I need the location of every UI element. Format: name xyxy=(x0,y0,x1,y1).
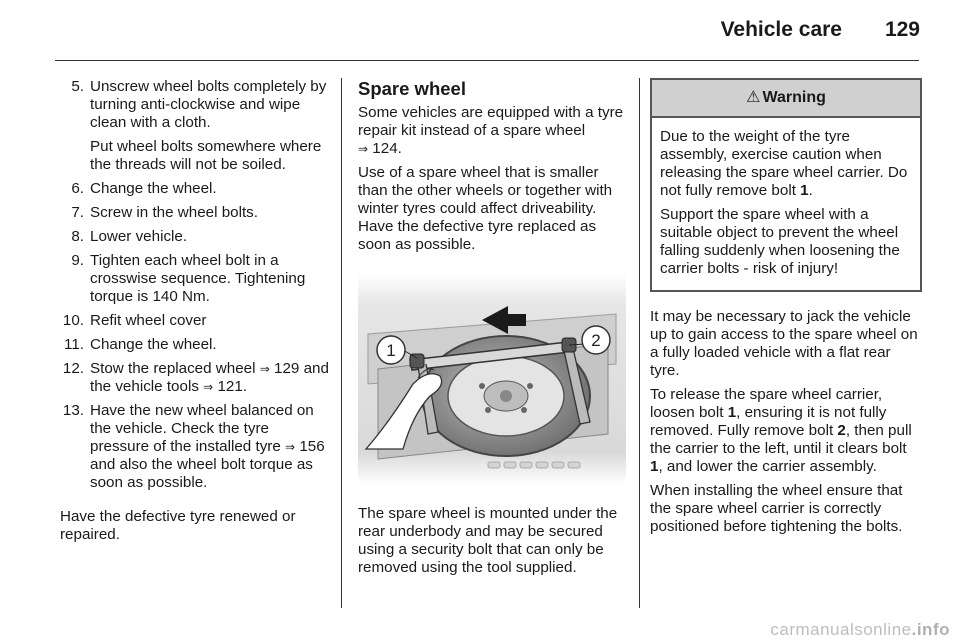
step-text-part: and the vehicle tools xyxy=(90,360,329,395)
svg-text:1: 1 xyxy=(386,341,396,360)
step-number: 13. xyxy=(62,402,84,419)
warning-text: . xyxy=(808,182,813,199)
list-item xyxy=(50,252,332,306)
warning-header xyxy=(652,80,920,118)
page-ref-link[interactable]: 129 xyxy=(274,360,300,377)
step-text-part: . xyxy=(242,378,248,395)
column-warning xyxy=(650,78,922,542)
page-ref-link[interactable]: 124 xyxy=(372,140,398,157)
step-text: Change the wheel. xyxy=(90,336,217,353)
spare-wheel-illustration xyxy=(358,274,626,484)
step-number: 9. xyxy=(71,252,84,269)
page-ref-icon: ⇒ xyxy=(285,440,296,454)
page-ref-icon: ⇒ xyxy=(358,142,369,156)
list-item xyxy=(50,402,332,492)
warning-title: Warning xyxy=(762,89,826,106)
step-text xyxy=(90,360,332,396)
step-number: 10. xyxy=(62,312,84,329)
warning-box xyxy=(650,78,922,292)
column-divider xyxy=(341,78,342,608)
warning-body xyxy=(652,118,920,290)
list-item xyxy=(50,180,332,198)
section-heading: Spare wheel xyxy=(358,78,466,99)
header-divider xyxy=(55,60,919,61)
column-divider xyxy=(639,78,640,608)
paragraph-text: Some vehicles are equipped with a tyre repair kit instead of a spare wheel xyxy=(358,104,624,139)
page-number: 129 xyxy=(884,18,920,41)
step-main-text: Unscrew wheel bolts completely by turning anti-clockwise and wipe clean with a cloth. xyxy=(90,78,327,131)
list-item xyxy=(50,336,332,354)
steps-list xyxy=(50,78,332,492)
bolt-ref: 1 xyxy=(800,182,809,199)
step-text: Tighten each wheel bolt in a crosswise sequence. Tightening torque is 140 Nm. xyxy=(90,252,306,305)
watermark-suffix: .info xyxy=(911,620,950,639)
step-number: 8. xyxy=(71,228,84,245)
list-item xyxy=(50,78,332,174)
warning-paragraph: Support the spare wheel with a suitable object to prevent the wheel falling suddenly when loosening the carrier bolts - risk of injury! xyxy=(660,206,900,277)
paragraph: It may be necessary to jack the vehicle up to gain access to the spare wheel on a fully loaded vehicle with a flat rear tyre. xyxy=(650,308,918,379)
step-text: Screw in the wheel bolts. xyxy=(90,204,258,221)
paragraph-text: , ensuring it is not fully removed. Fully remove bolt xyxy=(650,404,887,439)
svg-text:2: 2 xyxy=(591,331,601,350)
step-text-part: Have the new wheel balanced on the vehicle. Check the tyre pressure of the installed tyre xyxy=(90,402,314,455)
watermark-text: carmanualsonline xyxy=(770,620,912,639)
page-header xyxy=(0,0,960,58)
page-ref-link[interactable]: 156 xyxy=(299,438,325,455)
list-item xyxy=(50,204,332,222)
bolt-ref: 1 xyxy=(727,404,737,421)
column-steps xyxy=(50,78,332,544)
step-number: 6. xyxy=(71,180,84,197)
closing-paragraph: Have the defective tyre renewed or repaired. xyxy=(60,508,296,543)
warning-paragraph xyxy=(660,128,910,200)
paragraph-text: , and lower the carrier assembly. xyxy=(658,458,877,475)
step-number: 12. xyxy=(62,360,84,377)
page-ref-link[interactable]: 121 xyxy=(217,378,243,395)
page-ref-icon: ⇒ xyxy=(203,380,214,394)
section-title: Vehicle care xyxy=(720,18,842,41)
step-number: 11. xyxy=(64,336,84,353)
paragraph-text: , then pull the carrier to the left, until it clears bolt xyxy=(650,422,912,457)
warning-triangle-icon: ⚠ xyxy=(746,89,761,106)
bolt-ref: 1 xyxy=(650,458,659,475)
column-spare-wheel xyxy=(358,78,626,583)
list-item xyxy=(50,360,332,396)
step-sub-text: Put wheel bolts somewhere where the threads will not be soiled. xyxy=(90,138,322,173)
paragraph-text: . xyxy=(397,140,402,157)
list-item xyxy=(50,312,332,330)
step-text: Refit wheel cover xyxy=(90,312,207,329)
list-item xyxy=(50,228,332,246)
paragraph xyxy=(650,386,922,476)
page-ref-icon: ⇒ xyxy=(259,362,270,376)
paragraph: Use of a spare wheel that is smaller than the other wheels or together with winter tyres could affect driveability. Have the defective tyre replaced as soon as possible. xyxy=(358,164,613,253)
watermark xyxy=(770,620,950,640)
step-number: 5. xyxy=(71,78,84,95)
callout-2 xyxy=(582,326,610,354)
step-text xyxy=(90,78,332,174)
step-text-part: Stow the replaced wheel xyxy=(90,360,260,377)
step-number: 7. xyxy=(71,204,84,221)
warning-text: Due to the weight of the tyre assembly, exercise caution when releasing the spare wheel carrier. Do not fully remove bolt xyxy=(660,128,908,199)
step-text: Change the wheel. xyxy=(90,180,217,197)
bolt-ref: 2 xyxy=(837,422,846,439)
step-text xyxy=(90,402,332,492)
step-text: Lower vehicle. xyxy=(90,228,188,245)
paragraph-text: To release the spare wheel carrier, loosen bolt xyxy=(650,386,883,421)
paragraph: When installing the wheel ensure that the spare wheel carrier is correctly positioned before tightening the bolts. xyxy=(650,482,903,535)
paragraph xyxy=(358,104,626,158)
step-text-part: and also the wheel bolt torque as soon as possible. xyxy=(90,456,313,491)
paragraph: The spare wheel is mounted under the rear underbody and may be secured using a security bolt that can only be removed using the tool supplied. xyxy=(358,505,618,576)
callout-1 xyxy=(377,336,405,364)
